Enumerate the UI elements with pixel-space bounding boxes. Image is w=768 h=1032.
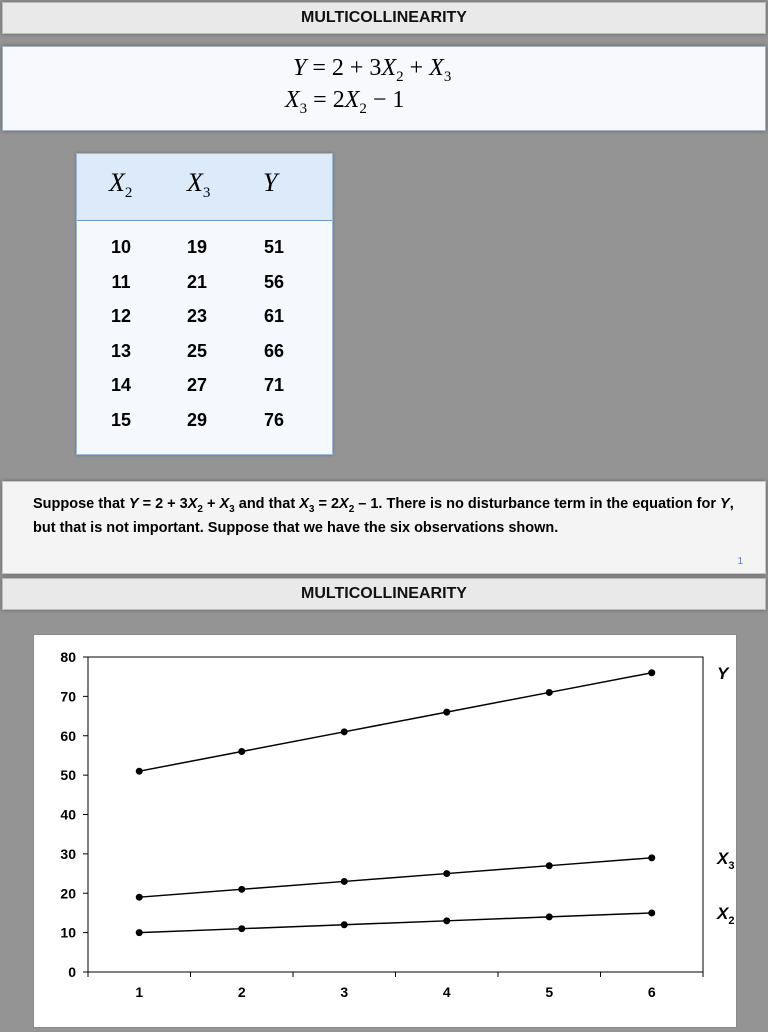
data-point bbox=[443, 870, 450, 877]
header-x2-sub: 2 bbox=[124, 185, 133, 202]
table-cell: 11 bbox=[111, 272, 131, 292]
table-cell: 19 bbox=[186, 237, 208, 257]
y-tick-label: 50 bbox=[60, 767, 76, 784]
page-number: 1 bbox=[737, 556, 743, 567]
y-tick-label: 20 bbox=[60, 885, 76, 902]
series-line bbox=[139, 913, 652, 933]
data-point bbox=[648, 854, 655, 861]
caption-seg: + bbox=[202, 496, 220, 512]
table-cell: 56 bbox=[263, 272, 285, 292]
caption-sub: 3 bbox=[229, 503, 235, 515]
caption-seg: Suppose that bbox=[33, 496, 129, 512]
table-cell: 25 bbox=[186, 341, 208, 361]
caption-var-x3: X bbox=[219, 496, 230, 512]
eq2-x2-sub: 2 bbox=[359, 100, 367, 117]
table-cell: 14 bbox=[110, 375, 132, 395]
data-point bbox=[341, 921, 348, 928]
eq1-x3-sub: 3 bbox=[443, 68, 452, 85]
header-x3-sub: 3 bbox=[202, 185, 211, 202]
data-point bbox=[136, 929, 143, 936]
data-point bbox=[546, 862, 553, 869]
y-tick-label: 80 bbox=[60, 649, 76, 665]
eq1-equals: = 2 + 3 bbox=[306, 55, 382, 81]
series-label-sub: 2 bbox=[728, 914, 735, 927]
caption-seg: = 2 bbox=[314, 496, 340, 512]
eq1-x2-sub: 2 bbox=[396, 68, 404, 85]
caption-seg: and that bbox=[234, 496, 300, 512]
data-point bbox=[648, 669, 655, 676]
equation-x3 bbox=[285, 87, 404, 118]
table-cell: 71 bbox=[263, 375, 285, 395]
line-chart bbox=[34, 635, 736, 1027]
plot-frame bbox=[88, 657, 703, 972]
series-label-sub: 3 bbox=[728, 859, 735, 872]
data-point bbox=[136, 768, 143, 775]
eq2-x3-sub: 3 bbox=[299, 100, 308, 117]
table-cell: 61 bbox=[263, 306, 285, 326]
table-header bbox=[77, 154, 332, 221]
x-tick-label: 2 bbox=[237, 984, 246, 1000]
data-point bbox=[443, 917, 450, 924]
slide-title: MULTICOLLINEARITY bbox=[2, 578, 766, 610]
table-cell: 27 bbox=[186, 375, 208, 395]
header-x2-var: X bbox=[109, 168, 125, 197]
table-cell: 66 bbox=[263, 341, 285, 361]
series-label: $X_3$ bbox=[717, 848, 735, 872]
eq1-x3: X bbox=[429, 55, 444, 81]
data-point bbox=[341, 878, 348, 885]
caption-var-y: Y bbox=[720, 496, 730, 512]
eq1-x2: X bbox=[381, 55, 397, 81]
table-cell: 15 bbox=[110, 410, 132, 430]
series-label: Y bbox=[717, 663, 729, 683]
y-tick-label: 40 bbox=[60, 806, 76, 823]
eq1-plus: + bbox=[403, 55, 430, 81]
caption-sub: 3 bbox=[308, 503, 315, 515]
data-table bbox=[76, 153, 333, 455]
chart-panel bbox=[33, 634, 737, 1028]
caption-text bbox=[33, 495, 748, 537]
series-line bbox=[139, 673, 652, 771]
data-point bbox=[238, 925, 245, 932]
y-tick-label: 0 bbox=[68, 964, 76, 980]
x-tick-label: 5 bbox=[545, 984, 554, 1000]
caption-var-y: Y bbox=[128, 496, 139, 512]
caption-var-x2: X bbox=[339, 496, 349, 512]
data-point bbox=[546, 913, 553, 920]
data-point bbox=[546, 689, 553, 696]
caption-sub: 2 bbox=[197, 503, 203, 515]
eq2-equals: = 2 bbox=[307, 87, 345, 113]
x-tick-label: 1 bbox=[135, 984, 144, 1000]
header-y bbox=[263, 168, 277, 198]
header-x3 bbox=[187, 168, 210, 202]
table-cell: 21 bbox=[186, 272, 208, 292]
header-x3-var: X bbox=[187, 168, 203, 197]
series-label: $X_2$ bbox=[717, 903, 735, 927]
table-cell: 10 bbox=[110, 237, 132, 257]
caption-seg: – 1. There is no disturbance term in the equation for bbox=[354, 496, 721, 512]
equation-box bbox=[2, 46, 766, 131]
slide-title: MULTICOLLINEARITY bbox=[2, 2, 766, 34]
data-point bbox=[443, 709, 450, 716]
table-cell: 76 bbox=[263, 410, 285, 430]
caption-sub: 2 bbox=[348, 503, 355, 515]
header-x2 bbox=[109, 168, 132, 202]
caption-seg: = 2 + 3 bbox=[138, 496, 188, 512]
equation-y bbox=[293, 55, 451, 86]
y-tick-label: 10 bbox=[60, 924, 76, 941]
x-tick-label: 4 bbox=[442, 984, 451, 1000]
data-point bbox=[238, 748, 245, 755]
table-cell: 13 bbox=[110, 341, 132, 361]
table-cell: 51 bbox=[263, 237, 285, 257]
caption-var-x3: X bbox=[299, 496, 309, 512]
series-line bbox=[139, 858, 652, 897]
eq2-minus: − 1 bbox=[366, 87, 405, 113]
caption-var-x2: X bbox=[187, 496, 198, 512]
data-point bbox=[341, 728, 348, 735]
y-tick-label: 70 bbox=[60, 688, 76, 705]
y-tick-label: 30 bbox=[60, 845, 76, 862]
data-point bbox=[136, 894, 143, 901]
eq2-x3: X bbox=[285, 87, 300, 113]
caption-seg: , but that is not important. Suppose that we have the six observations shown. bbox=[33, 496, 734, 536]
eq1-y: Y bbox=[293, 55, 307, 81]
caption-box bbox=[2, 481, 766, 574]
table-cell: 29 bbox=[186, 410, 208, 430]
data-point bbox=[238, 886, 245, 893]
y-tick-label: 60 bbox=[60, 727, 76, 744]
x-tick-label: 6 bbox=[647, 984, 656, 1000]
x-tick-label: 3 bbox=[340, 984, 349, 1000]
data-point bbox=[648, 909, 655, 916]
table-cell: 23 bbox=[186, 306, 208, 326]
eq2-x2: X bbox=[344, 87, 360, 113]
header-y-var: Y bbox=[263, 168, 278, 197]
table-cell: 12 bbox=[110, 306, 132, 326]
